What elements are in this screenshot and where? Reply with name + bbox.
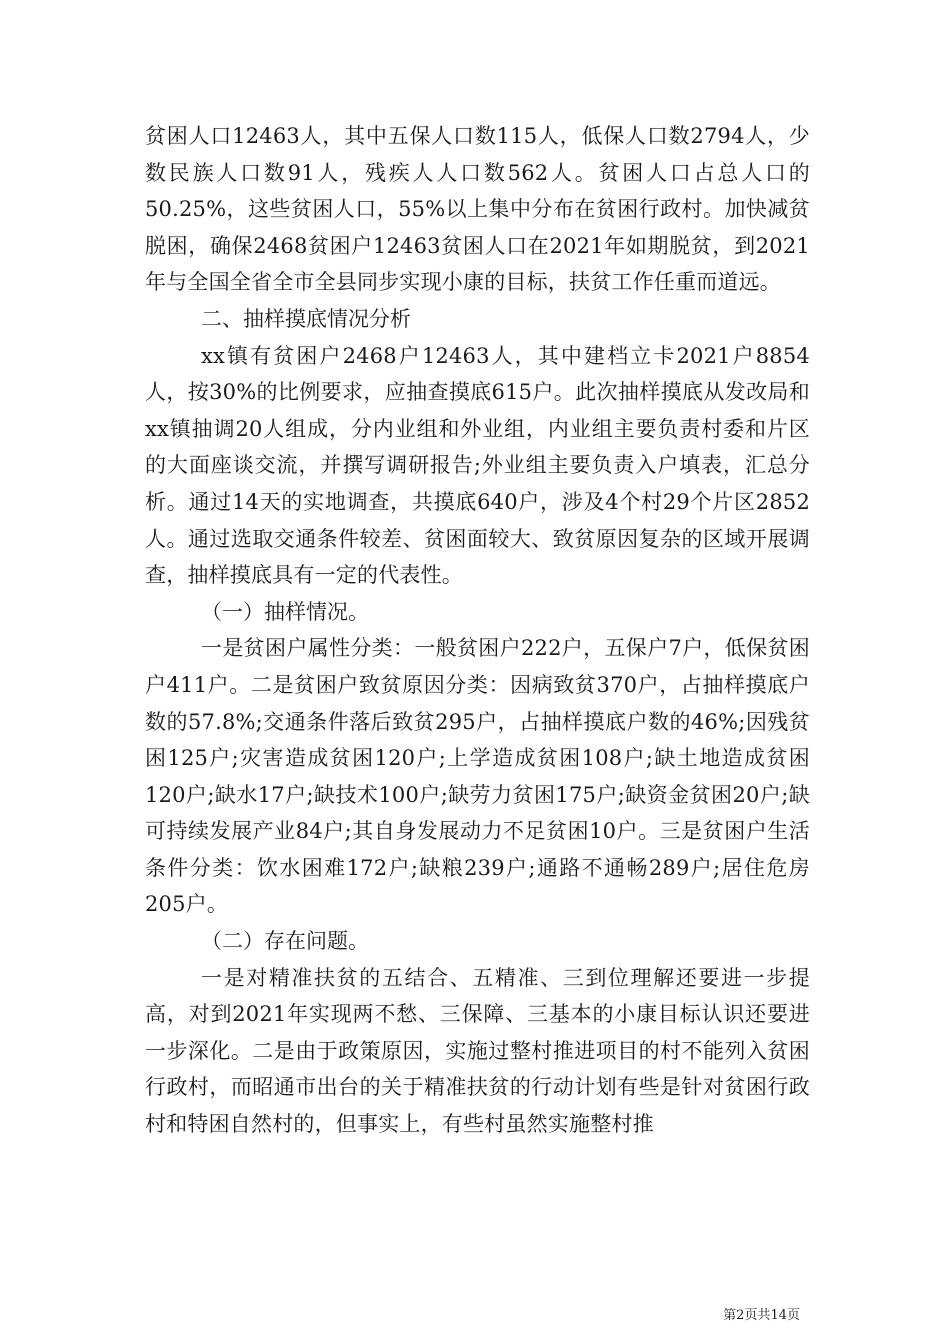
subsection-heading-sampling-situation: （一）抽样情况。: [201, 599, 369, 624]
document-body: [145, 118, 810, 1143]
page-number-footer: 第2页共14页: [723, 1308, 800, 1323]
section-heading-sampling-analysis: 二、抽样摸底情况分析: [201, 306, 411, 331]
paragraph-sampling-classification: 一是贫困户属性分类：一般贫困户222户，五保户7户，低保贫困户411户。二是贫困户致贫原因分类：因病致贫370户，占抽样摸底户数的57.8%;交通条件落后致贫295户，占抽样摸底户数的46%;因残贫困125户;灾害造成贫困120户;上学造成贫困108户;缺土地造成贫困120户;缺水17户;缺技术100户;缺劳力贫困175户;缺资金贫困20户;缺可持续发展产业84户;其自身发展动力不足贫困10户。三是贫困户生活条件分类：饮水困难172户;缺粮239户;通路不通畅289户;居住危房205户。: [145, 636, 810, 917]
paragraph-existing-problems: 一是对精准扶贫的五结合、五精准、三到位理解还要进一步提高，对到2021年实现两不愁、三保障、三基本的小康目标认识还要进一步深化。二是由于政策原因，实施过整村推进项目的村不能列入贫困行政村，而昭通市出台的关于精准扶贫的行动计划有些是针对贫困行政村和特困自然村的，但事实上，有些村虽然实施整村推: [145, 965, 810, 1137]
paragraph-sampling-overview: xx镇有贫困户2468户12463人，其中建档立卡2021户8854人，按30%的比例要求，应抽查摸底615户。此次抽样摸底从发改局和xx镇抽调20人组成，分内业组和外业组，内业组主要负责村委和片区的大面座谈交流，并撰写调研报告;外业组主要负责入户填表，汇总分析。通过14天的实地调查，共摸底640户，涉及4个村29个片区2852人。通过选取交通条件较差、贫困面较大、致贫原因复杂的区域开展调查，抽样摸底具有一定的代表性。: [145, 343, 810, 588]
subsection-heading-existing-problems: （二）存在问题。: [201, 929, 369, 954]
paragraph-poverty-population: 贫困人口12463人，其中五保人口数115人，低保人口数2794人，少数民族人口数91人，残疾人人口数562人。贫困人口占总人口的50.25%，这些贫困人口，55%以上集中分布在贫困行政村。加快减贫脱困，确保2468贫困户12463贫困人口在2021年如期脱贫，到2021年与全国全省全市全县同步实现小康的目标，扶贫工作任重而道远。: [145, 124, 810, 295]
